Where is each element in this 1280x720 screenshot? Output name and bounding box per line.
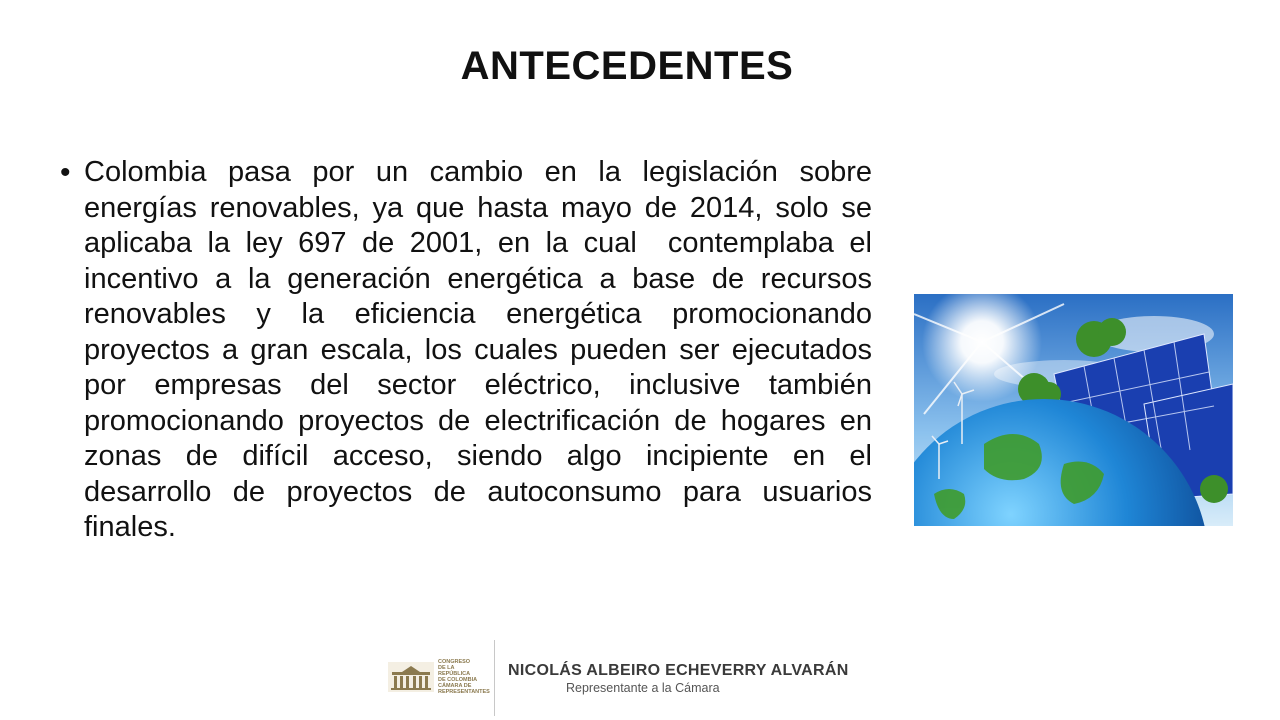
solar-earth-image (914, 294, 1233, 526)
congreso-logo-text (438, 659, 490, 695)
logo-line: DE COLOMBIA (438, 677, 478, 683)
capitol-building-icon (388, 662, 434, 692)
representative-name: NICOLÁS ALBEIRO ECHEVERRY ALVARÁN (508, 662, 849, 679)
representative-role: Representante a la Cámara (566, 681, 720, 695)
logo-line: DE LA REPÚBLICA (438, 665, 471, 677)
logo-line: CONGRESO (438, 659, 471, 665)
logo-line: CÁMARA DE REPRESENTANTES (438, 683, 490, 695)
footer (388, 640, 849, 720)
bullet-item (60, 155, 881, 546)
bullet-symbol: • (60, 156, 71, 189)
congreso-logo (388, 660, 488, 694)
bullet-paragraph: Colombia pasa por un cambio en la legislación sobre energías renovables, ya que hasta mayo de 2014, solo se aplicaba la ley 697 de 2001, en la cual contemplaba el incentivo a la generación energética a base de recursos renovables y la eficiencia energética promocionando proyectos a gran escala, los cuales pueden ser ejecutados por empresas del sector eléctrico, inclusive también promocionando proyectos de electrificación de hogares en zonas de difícil acceso, siendo algo incipiente en el desarrollo de proyectos de autoconsumo para usuarios finales. (84, 156, 881, 543)
slide-title: ANTECEDENTES (460, 44, 794, 88)
footer-divider (494, 640, 495, 716)
